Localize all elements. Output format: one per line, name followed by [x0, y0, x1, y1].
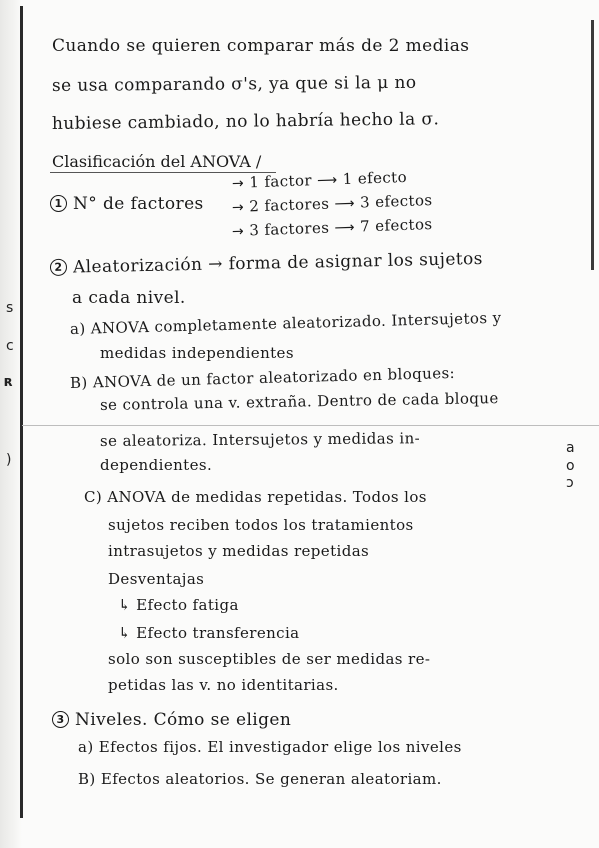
- section-3-title: Niveles. Cómo se eligen: [75, 710, 292, 730]
- page-fold-line: [22, 425, 599, 426]
- item-a-text: medidas independientes: [100, 344, 294, 362]
- margin-mark: c: [6, 338, 14, 354]
- item-a-text: a) ANOVA completamente aleatorizado. Intersujetos y: [69, 308, 502, 338]
- factor-count: 3 factores: [248, 218, 330, 240]
- item-b-text: se controla una v. extraña. Dentro de cada bloque: [99, 389, 499, 414]
- arrow-icon: ⟶: [316, 172, 338, 190]
- margin-rule-left: [20, 6, 23, 818]
- item-b-text: se aleatoriza. Intersujetos y medidas in-: [99, 429, 421, 450]
- item-c-text: ↳ Efecto transferencia: [118, 624, 300, 642]
- arrow-icon: ⟶: [334, 219, 356, 237]
- margin-mark: a: [566, 440, 575, 456]
- section-3-text: a) Efectos fijos. El investigador elige los niveles: [78, 738, 462, 756]
- item-c-text: petidas las v. no identitarias.: [108, 676, 339, 694]
- item-c-text: ↳ Efecto fatiga: [118, 596, 239, 614]
- section-2-heading: [50, 249, 483, 278]
- item-c-text: intrasujetos y medidas repetidas: [108, 542, 370, 560]
- margin-mark: o: [566, 458, 575, 474]
- margin-mark: ): [6, 452, 12, 468]
- section-1-heading: [50, 194, 204, 214]
- intro-line: hubiese cambiado, no lo habría hecho la σ.: [51, 109, 440, 134]
- factor-row: [232, 215, 433, 240]
- number-circle: 2: [50, 259, 67, 276]
- intro-line: Cuando se quieren comparar más de 2 medias: [52, 36, 470, 56]
- section-2-text: a cada nivel.: [72, 288, 186, 308]
- effect-count: 1 efecto: [342, 167, 408, 189]
- section-1-label: N° de factores: [73, 194, 204, 214]
- arrow-icon: ⟶: [334, 195, 356, 213]
- section-3-text: B) Efectos aleatorios. Se generan aleatoriam.: [78, 770, 442, 788]
- margin-mark: s: [6, 300, 14, 316]
- number-circle: 3: [52, 711, 69, 728]
- margin-rule-right: [591, 20, 594, 270]
- factor-row: [232, 191, 433, 216]
- item-b-text: B) ANOVA de un factor aleatorizado en bloques:: [69, 363, 456, 392]
- factor-count: 2 factores: [248, 194, 330, 216]
- section-2-text: Aleatorización → forma de asignar los sujetos: [72, 248, 483, 278]
- factor-count: 1 factor: [248, 171, 313, 192]
- section-3-heading: [52, 710, 291, 730]
- margin-mark: ʀ: [4, 374, 13, 390]
- effect-count: 7 efectos: [359, 215, 433, 236]
- arrow-icon: →: [231, 223, 245, 240]
- item-c-text: sujetos reciben todos los tratamientos: [108, 516, 414, 534]
- item-b-text: dependientes.: [100, 456, 213, 474]
- item-c-text: solo son susceptibles de ser medidas re-: [108, 650, 431, 668]
- arrow-icon: →: [231, 175, 245, 192]
- item-c-text: Desventajas: [108, 570, 205, 588]
- arrow-icon: →: [231, 199, 245, 216]
- effect-count: 3 efectos: [359, 191, 433, 212]
- margin-mark: ɔ: [566, 475, 574, 491]
- item-c-text: C) ANOVA de medidas repetidas. Todos los: [84, 488, 427, 506]
- intro-line: se usa comparando σ's, ya que si la μ no: [51, 72, 417, 96]
- number-circle: 1: [50, 195, 67, 212]
- page-edge-shadow: [0, 0, 22, 848]
- section-title: Clasificación del ANOVA /: [52, 152, 262, 171]
